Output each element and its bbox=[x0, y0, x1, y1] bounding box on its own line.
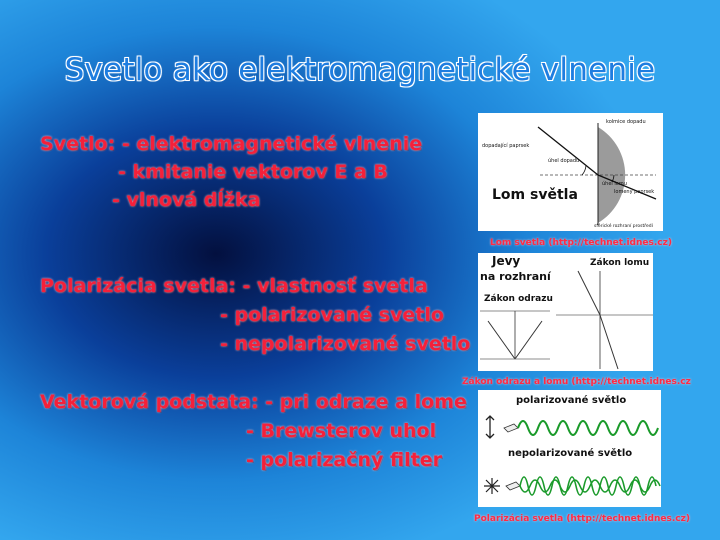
polarization-diagram bbox=[478, 390, 661, 507]
reflected-ray bbox=[515, 321, 542, 359]
star-arrows-icon bbox=[484, 478, 500, 494]
incident-ray-left bbox=[488, 321, 515, 359]
svetlo-line-3: - vlnová dĺžka bbox=[112, 189, 261, 211]
refraction-diagram bbox=[478, 113, 663, 231]
fig2-label-zakon-odrazu: Zákon odrazu bbox=[484, 294, 553, 304]
svetlo-line-2: - kmitanie vektorov E a B bbox=[118, 161, 388, 183]
lom-svetla-figure bbox=[478, 113, 663, 231]
fig2-label-rozhrani: na rozhraní bbox=[480, 270, 551, 283]
vektorova-line-2: - Brewsterov uhol bbox=[246, 420, 437, 442]
flashlight-icon-2 bbox=[506, 482, 520, 490]
polarized-wave bbox=[518, 421, 658, 435]
vertical-arrow-icon bbox=[486, 416, 494, 438]
fig2-caption: Zákon odrazu a lomu (http://technet.idnes.cz bbox=[462, 377, 691, 387]
svetlo-line-1: Svetlo: - elektromagnetické vlnenie bbox=[40, 133, 423, 155]
polarizacia-figure bbox=[478, 390, 661, 507]
fig1-label-uhel-lomu: úhel lomu bbox=[602, 181, 627, 187]
polarizacia-line-1: Polarizácia svetla: - vlastnosť svetla bbox=[40, 275, 428, 297]
fig1-label-big: Lom světla bbox=[492, 187, 578, 203]
vektorova-line-1: Vektorová podstata: - pri odraze a lome bbox=[40, 391, 467, 413]
reflection-diagram bbox=[478, 253, 653, 371]
fig2-label-jevy: Jevy bbox=[492, 254, 521, 268]
incident-ray bbox=[538, 127, 598, 175]
incident-ray-right bbox=[578, 271, 600, 315]
zakon-odrazu-figure bbox=[478, 253, 653, 371]
vektorova-line-3: - polarizačný filter bbox=[246, 449, 442, 471]
fig1-caption: Lom svetla (http://technet.idnes.cz) bbox=[490, 238, 672, 248]
polarizacia-line-2: - polarizované svetlo bbox=[220, 304, 444, 326]
fig1-label-uhel-dopadu: úhel dopadu bbox=[548, 158, 580, 164]
fig1-label-lomeny: lomený paprsek bbox=[614, 189, 655, 195]
refracted-ray-right bbox=[600, 315, 618, 369]
fig2-label-zakon-lomu: Zákon lomu bbox=[590, 258, 650, 268]
fig1-label-kolmice: kolmice dopadu bbox=[606, 119, 646, 125]
polarizacia-line-3: - nepolarizované svetlo bbox=[220, 333, 471, 355]
flashlight-icon bbox=[504, 424, 518, 432]
fig1-label-dopadajici: dopadající paprsek bbox=[482, 143, 530, 149]
fig3-label-nepolarizovane: nepolarizované světlo bbox=[508, 448, 633, 459]
fig3-label-polarizovane: polarizované světlo bbox=[516, 395, 627, 406]
fig3-caption: Polarizácia svetla (http://technet.idnes.cz) bbox=[474, 514, 690, 524]
slide-title: Svetlo ako elektromagnetické vlnenie bbox=[64, 52, 656, 88]
fig1-label-rozhrani: sférické rozhraní prostředí bbox=[594, 224, 653, 229]
